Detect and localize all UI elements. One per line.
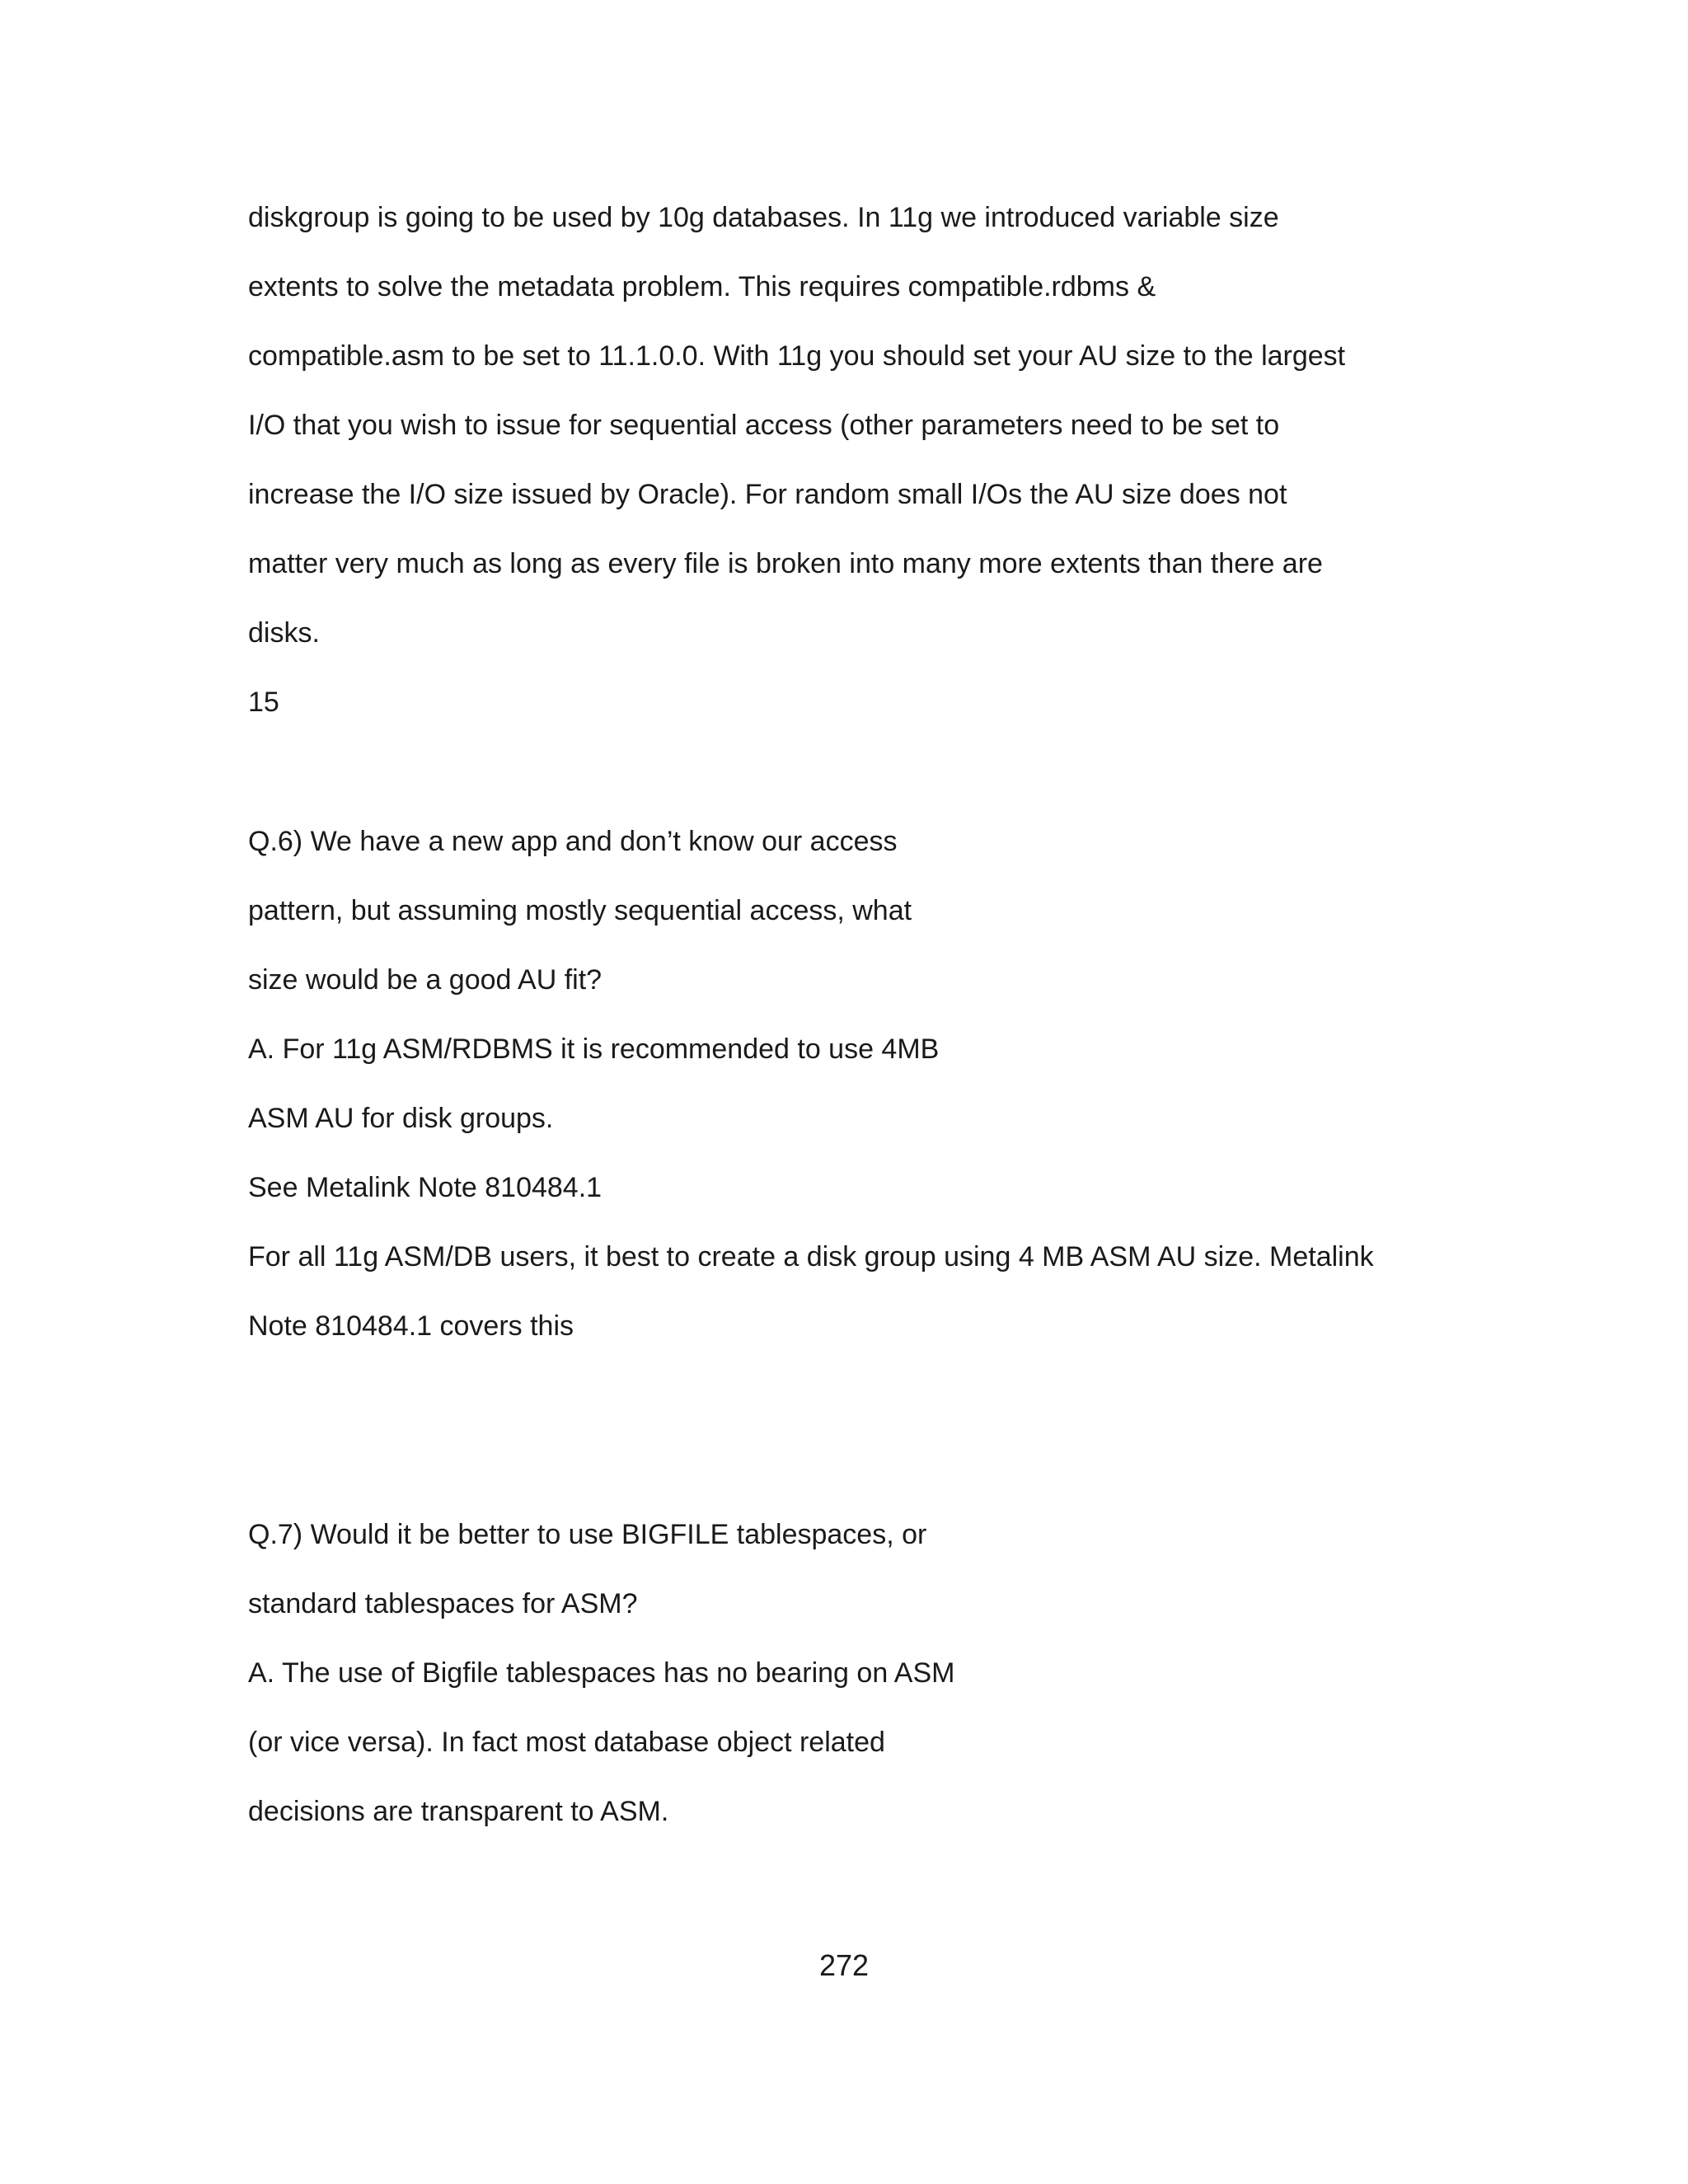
section-marker: 15 bbox=[248, 687, 279, 718]
body-text-line: I/O that you wish to issue for sequential access (other parameters need to be set to bbox=[248, 410, 1280, 441]
answer-6-line: ASM AU for disk groups. bbox=[248, 1103, 554, 1134]
answer-7-line: A. The use of Bigfile tablespaces has no bearing on ASM bbox=[248, 1657, 955, 1689]
answer-7-line: (or vice versa). In fact most database object related bbox=[248, 1727, 885, 1758]
body-text-line: disks. bbox=[248, 617, 320, 649]
answer-6-line: Note 810484.1 covers this bbox=[248, 1310, 574, 1342]
question-7-line: Q.7) Would it be better to use BIGFILE tablespaces, or bbox=[248, 1519, 927, 1550]
answer-6-line: For all 11g ASM/DB users, it best to create a disk group using 4 MB ASM AU size. Metalink bbox=[248, 1241, 1374, 1272]
body-text-line: compatible.asm to be set to 11.1.0.0. With 11g you should set your AU size to the largest bbox=[248, 340, 1346, 372]
answer-6-line: See Metalink Note 810484.1 bbox=[248, 1172, 603, 1203]
question-7-line: standard tablespaces for ASM? bbox=[248, 1588, 638, 1619]
answer-7-line: decisions are transparent to ASM. bbox=[248, 1796, 669, 1827]
body-text-line: matter very much as long as every file is broken into many more extents than there are bbox=[248, 548, 1323, 579]
body-text-line: increase the I/O size issued by Oracle). For random small I/Os the AU size does not bbox=[248, 479, 1287, 510]
question-6-line: pattern, but assuming mostly sequential access, what bbox=[248, 895, 912, 926]
question-6-line: size would be a good AU fit? bbox=[248, 964, 603, 996]
page-number: 272 bbox=[818, 1948, 870, 1982]
question-6-line: Q.6) We have a new app and don’t know our access bbox=[248, 826, 898, 857]
body-text-line: extents to solve the metadata problem. This requires compatible.rdbms & bbox=[248, 271, 1156, 302]
answer-6-line: A. For 11g ASM/RDBMS it is recommended to use 4MB bbox=[248, 1033, 940, 1065]
body-text-line: diskgroup is going to be used by 10g databases. In 11g we introduced variable size bbox=[248, 202, 1279, 233]
